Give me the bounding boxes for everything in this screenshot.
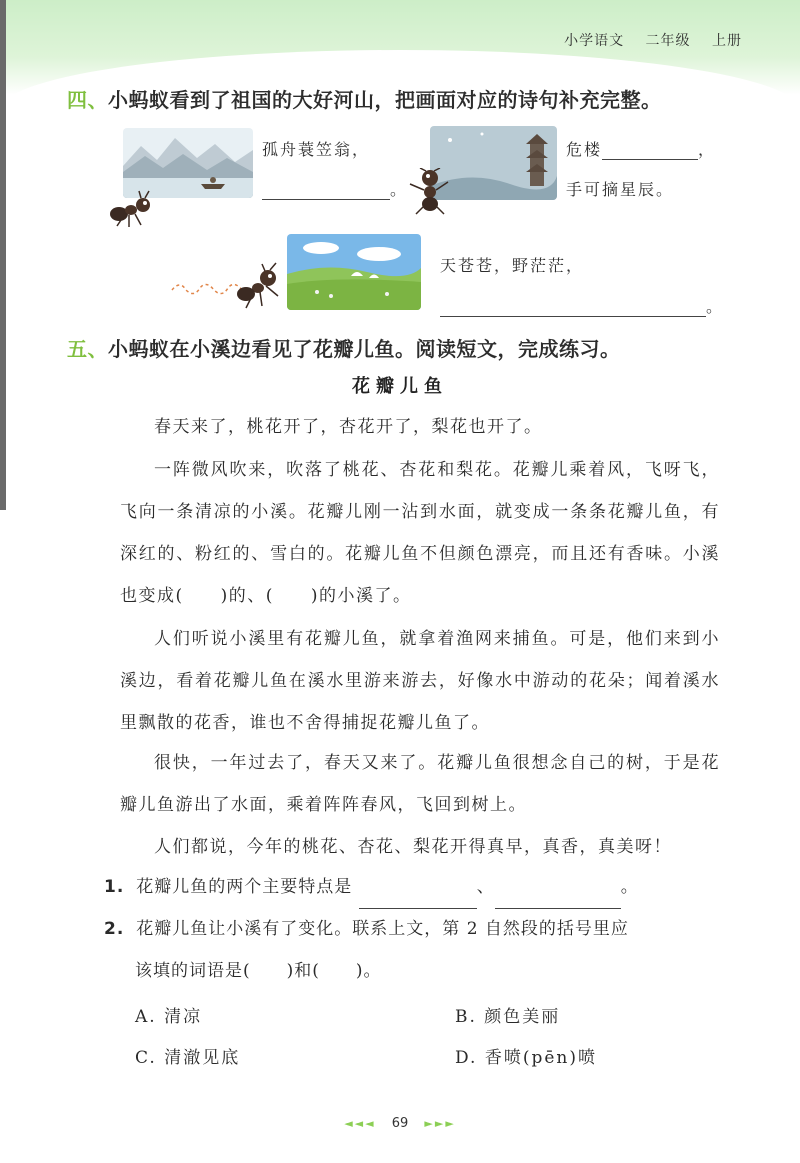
section4-title-text: 小蚂蚁看到了祖国的大好河山，把画面对应的诗句补充完整。 xyxy=(108,88,662,112)
question-1-blank-1[interactable] xyxy=(359,866,477,909)
section5-number: 五、 xyxy=(67,337,108,361)
left-arrows-icon: ◄◄◄ xyxy=(344,1117,376,1130)
question-1-text: 花瓣儿鱼的两个主要特点是 xyxy=(136,877,353,897)
poem1-line2-end: 。 xyxy=(390,180,409,199)
poem2-line1-start: 危楼 xyxy=(566,140,603,159)
grassland-image xyxy=(287,234,421,310)
poem2-line1-end: ， xyxy=(698,140,717,159)
article-paragraph-3: 人们听说小溪里有花瓣儿鱼，就拿着渔网来捕鱼。可是，他们来到小溪边，看着花瓣儿鱼在溪水里游来游去，好像水中游动的花朵；闻着溪水里飘散的花香，谁也不舍得捕捉花瓣儿鱼了。 xyxy=(120,629,720,733)
question-1 xyxy=(104,866,639,909)
option-d[interactable]: D. 香喷(pēn)喷 xyxy=(455,1048,597,1068)
ant-icon xyxy=(105,190,157,234)
section5-title xyxy=(67,333,621,362)
article-title: 花瓣儿鱼 xyxy=(352,376,448,397)
option-a[interactable]: A. 清凉 xyxy=(135,1007,203,1027)
section4-number: 四、 xyxy=(67,88,108,112)
question-1-number: 1. xyxy=(104,877,125,897)
article-paragraph-1: 春天来了，桃花开了，杏花开了，梨花也开了。 xyxy=(154,417,543,437)
poem2-line2: 手可摘星辰。 xyxy=(566,180,675,199)
poem1-blank[interactable] xyxy=(262,180,390,200)
header-grade: 二年级 xyxy=(645,33,691,49)
question-2-number: 2. xyxy=(104,919,125,939)
poem1-line2 xyxy=(262,177,408,200)
right-arrows-icon: ►►► xyxy=(424,1117,456,1130)
header-subject: 小学语文 xyxy=(564,33,625,49)
page-footer xyxy=(0,1116,800,1131)
ant-icon xyxy=(404,168,454,220)
poem2-blank[interactable] xyxy=(602,140,698,160)
poem1-line1: 孤舟蓑笠翁， xyxy=(262,140,371,159)
option-b[interactable]: B. 颜色美丽 xyxy=(455,1007,561,1027)
page-number: 69 xyxy=(391,1116,409,1131)
question-1-blank-2[interactable] xyxy=(495,866,621,909)
binding-edge xyxy=(0,0,6,510)
header-volume: 上册 xyxy=(712,33,742,49)
question-2 xyxy=(104,908,629,950)
question-1-separator: 、 xyxy=(476,877,495,897)
poem3-blank[interactable] xyxy=(440,297,706,317)
article-paragraph-5: 人们都说，今年的桃花、杏花、梨花开得真早，真香，真美呀！ xyxy=(154,837,672,857)
option-c[interactable]: C. 清澈见底 xyxy=(135,1048,241,1068)
question-1-end: 。 xyxy=(620,877,639,897)
question-2-line1: 花瓣儿鱼让小溪有了变化。联系上文，第 2 自然段的括号里应 xyxy=(136,919,629,939)
poem2-line1 xyxy=(566,137,716,160)
poem3-line2 xyxy=(440,294,724,317)
question-2-line2: 该填的词语是( )和( )。 xyxy=(135,961,382,981)
poem3-line2-end: 。 xyxy=(706,297,725,316)
poem3-line1: 天苍苍，野茫茫， xyxy=(440,256,585,275)
ant-trail-icon xyxy=(170,262,290,314)
header-book-info xyxy=(548,30,742,50)
section4-title xyxy=(67,84,662,113)
article-paragraph-4: 很快，一年过去了，春天又来了。花瓣儿鱼很想念自己的树，于是花瓣儿鱼游出了水面，乘着阵阵春风，飞回到树上。 xyxy=(120,753,720,815)
section5-title-text: 小蚂蚁在小溪边看见了花瓣儿鱼。阅读短文，完成练习。 xyxy=(108,337,621,361)
article-paragraph-2: 一阵微风吹来，吹落了桃花、杏花和梨花。花瓣儿乘着风，飞呀飞，飞向一条清凉的小溪。花瓣儿刚一沾到水面，就变成一条条花瓣儿鱼，有深红的、粉红的、雪白的。花瓣儿鱼不但颜色漂亮，而且还有香味。小溪也变成( )的、( )的小溪了。 xyxy=(120,460,720,606)
snow-river-boat-image xyxy=(123,128,253,198)
